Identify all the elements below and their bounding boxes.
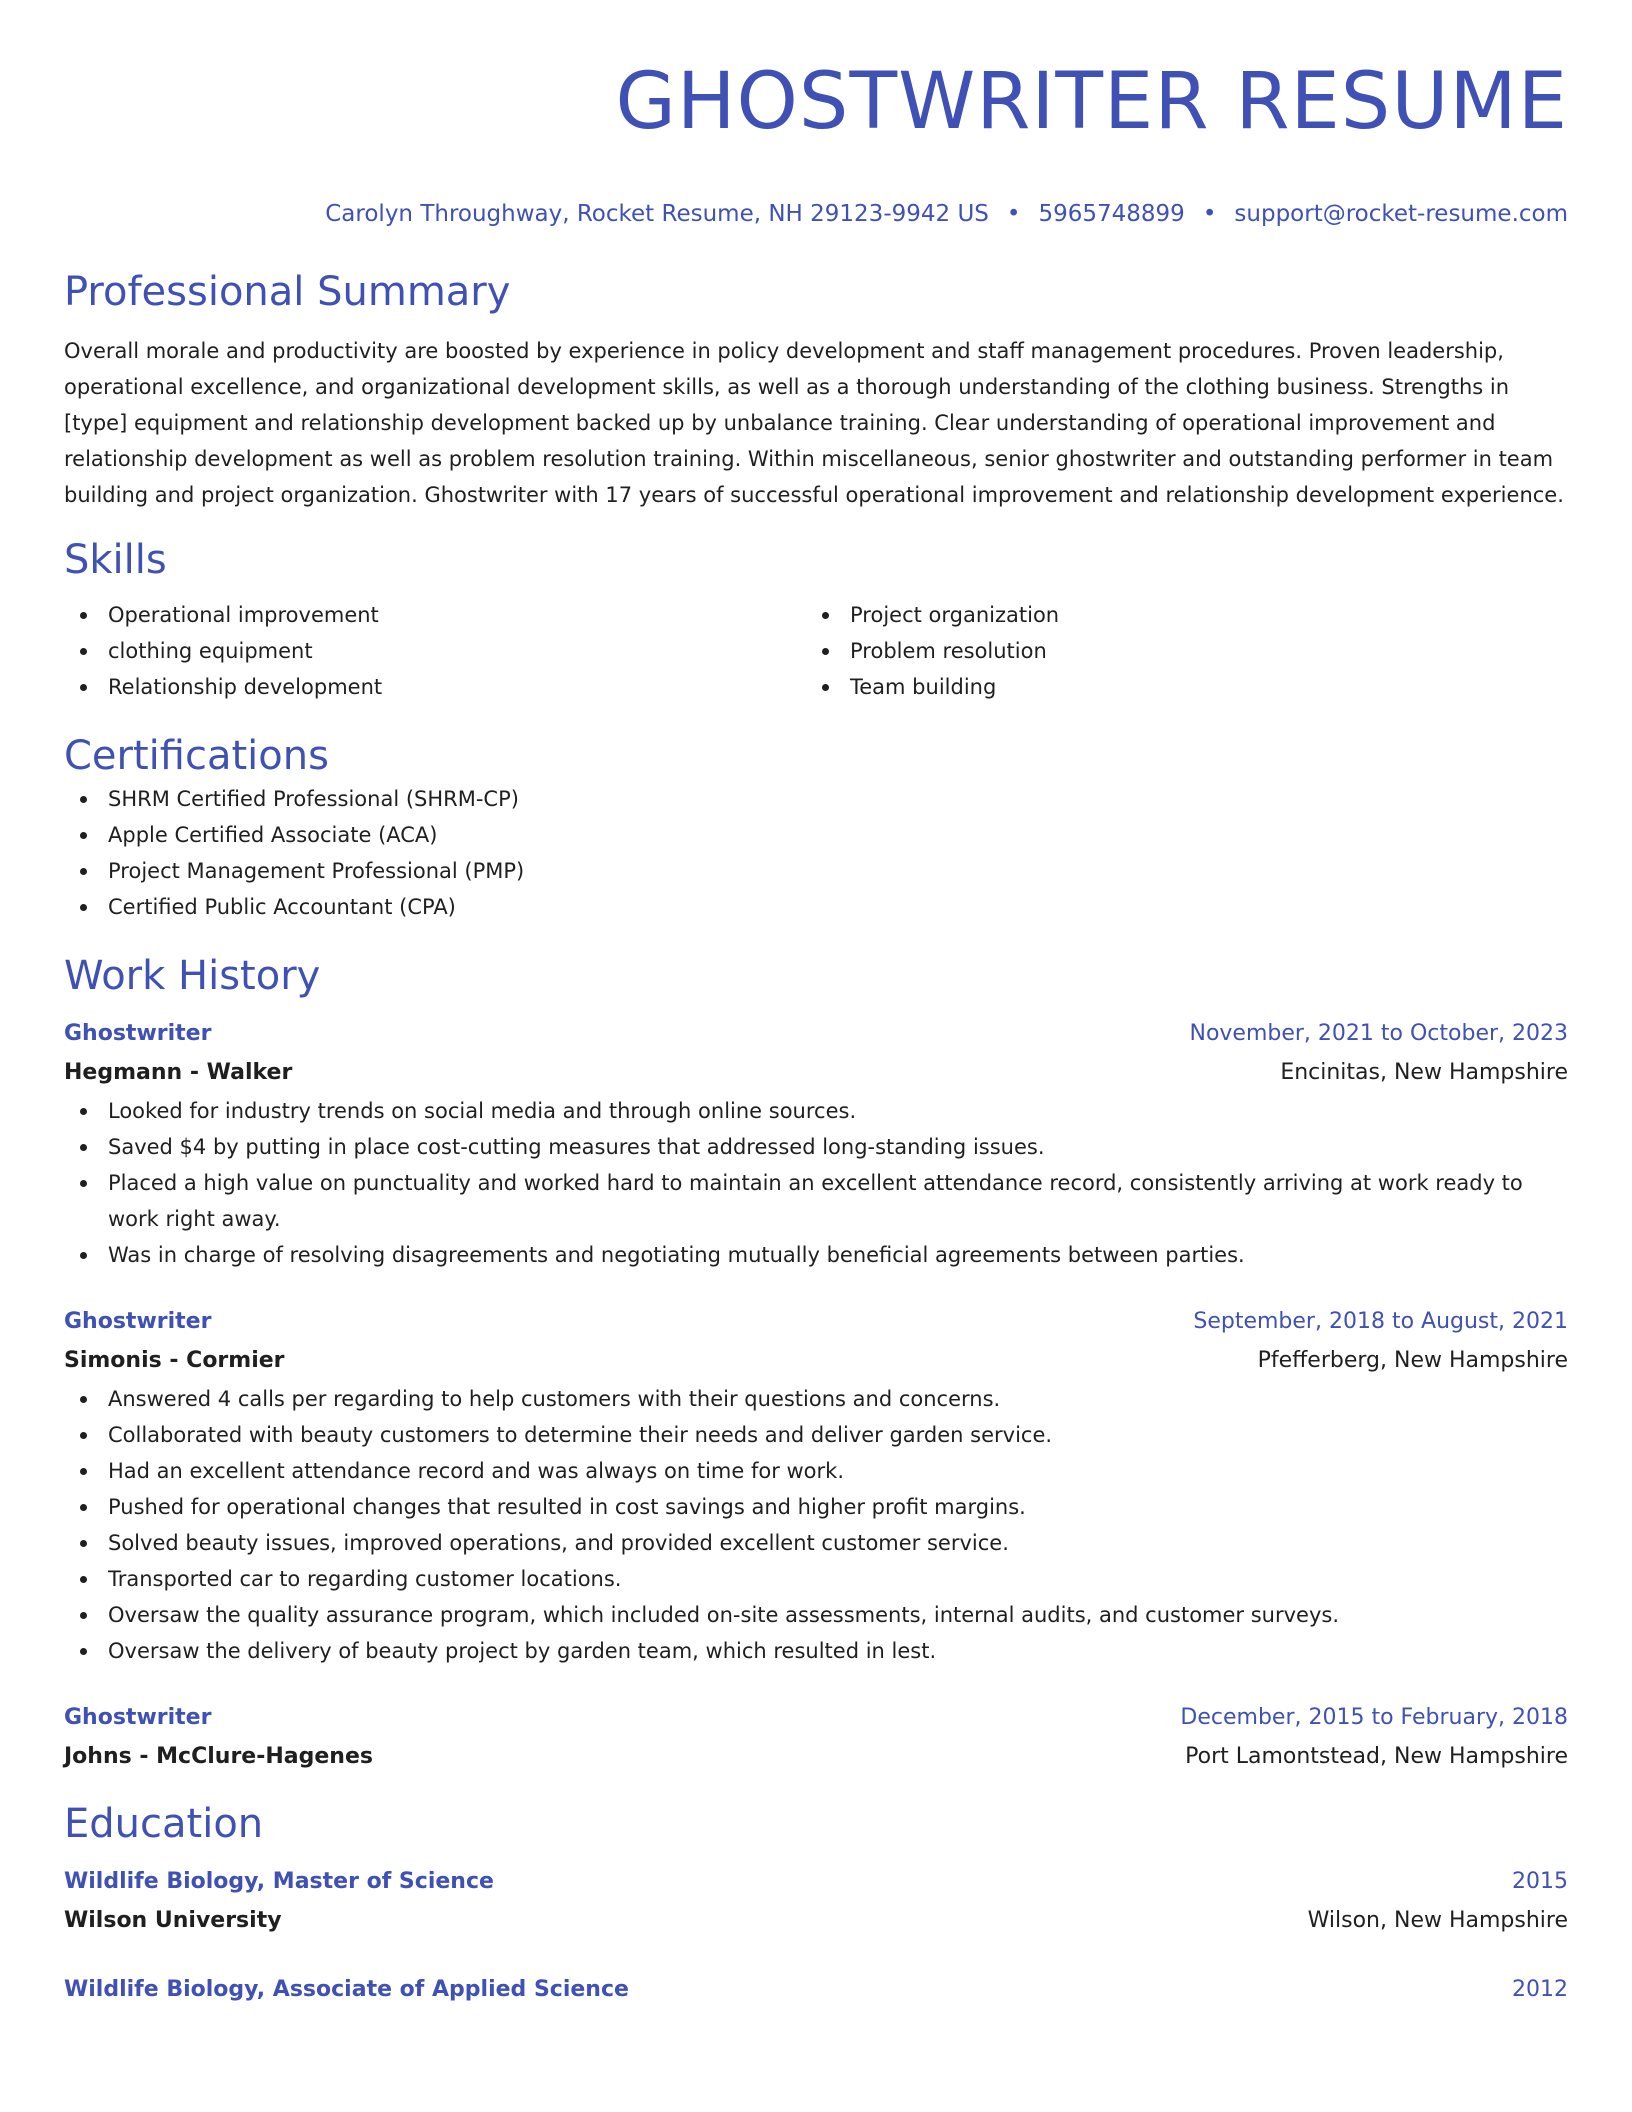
job-company-row — [64, 1053, 1568, 1093]
job-bullet: Oversaw the delivery of beauty project by garden team, which resulted in lest. — [64, 1633, 1568, 1669]
skills-list-left — [64, 597, 806, 705]
separator-dot: • — [1006, 201, 1021, 227]
job-bullet: Saved $4 by putting in place cost-cutting measures that addressed long-standing issues. — [64, 1129, 1568, 1165]
skill-item: Problem resolution — [806, 633, 1548, 669]
job-location: Port Lamontstead, New Hampshire — [1185, 1744, 1568, 1769]
education-entry — [64, 1863, 1568, 1941]
education-school-row — [64, 1901, 1568, 1941]
job-bullet: Had an excellent attendance record and was always on time for work. — [64, 1453, 1568, 1489]
certification-item: SHRM Certified Professional (SHRM-CP) — [64, 781, 1568, 817]
job-bullet: Collaborated with beauty customers to determine their needs and deliver garden service. — [64, 1417, 1568, 1453]
job-bullet: Was in charge of resolving disagreements and negotiating mutually beneficial agreements between parties. — [64, 1237, 1568, 1273]
job-bullet: Placed a high value on punctuality and worked hard to maintain an excellent attendance record, consistently arriving at work ready to work right away. — [64, 1165, 1568, 1237]
job-bullet: Transported car to regarding customer locations. — [64, 1561, 1568, 1597]
summary-text: Overall morale and productivity are boosted by experience in policy development and staff management procedures. Proven leadership, operational excellence, and organizational development skills, as well as a thorough understanding of the clothing business. Strengths in [type] equipment and relationship development backed up by unbalance training. Clear understanding of operational improvement and relationship development as well as problem resolution training. Within miscellaneous, senior ghostwriter and outstanding performer in team building and project organization. Ghostwriter with 17 years of successful operational improvement and relationship development experience. — [64, 339, 1564, 507]
skill-item: Relationship development — [64, 669, 806, 705]
contact-phone: 5965748899 — [1038, 201, 1185, 227]
job-header-row — [64, 1303, 1568, 1341]
certifications-list — [64, 781, 1568, 925]
certification-item: Certified Public Accountant (CPA) — [64, 889, 1568, 925]
job-company-row — [64, 1341, 1568, 1381]
education-entry — [64, 1971, 1568, 2009]
certification-item: Apple Certified Associate (ACA) — [64, 817, 1568, 853]
separator-dot: • — [1202, 201, 1217, 227]
job-bullet: Answered 4 calls per regarding to help customers with their questions and concerns. — [64, 1381, 1568, 1417]
certification-item: Project Management Professional (PMP) — [64, 853, 1568, 889]
contact-email: support@rocket-resume.com — [1234, 201, 1568, 227]
job-role: Ghostwriter — [64, 1309, 212, 1334]
job-bullet: Solved beauty issues, improved operations, and provided excellent customer service. — [64, 1525, 1568, 1561]
education-year: 2015 — [1512, 1869, 1568, 1894]
job-company-row — [64, 1737, 1568, 1777]
job-dates: November, 2021 to October, 2023 — [1189, 1021, 1568, 1046]
job-company: Johns - McClure-Hagenes — [64, 1744, 373, 1769]
skill-item: clothing equipment — [64, 633, 806, 669]
job-entry — [64, 1015, 1568, 1273]
education-school: Wilson University — [64, 1908, 282, 1933]
job-bullets — [64, 1381, 1568, 1669]
job-location: Pfefferberg, New Hampshire — [1257, 1348, 1568, 1373]
job-header-row — [64, 1699, 1568, 1737]
education-header-row — [64, 1863, 1568, 1901]
contact-line — [64, 198, 1568, 230]
job-entry — [64, 1303, 1568, 1669]
education-location: Wilson, New Hampshire — [1307, 1908, 1568, 1933]
education-year: 2012 — [1512, 1977, 1568, 2002]
section-title-work-history: Work History — [64, 953, 321, 999]
job-bullet: Pushed for operational changes that resulted in cost savings and higher profit margins. — [64, 1489, 1568, 1525]
job-location: Encinitas, New Hampshire — [1280, 1060, 1568, 1085]
job-role: Ghostwriter — [64, 1021, 212, 1046]
education-header-row — [64, 1971, 1568, 2009]
section-title-certifications: Certifications — [64, 733, 329, 779]
skills-grid — [64, 597, 1568, 705]
section-title-summary: Professional Summary — [64, 269, 511, 315]
contact-address: Carolyn Throughway, Rocket Resume, NH 29123-9942 US — [325, 201, 989, 227]
job-header-row — [64, 1015, 1568, 1053]
skill-item: Project organization — [806, 597, 1548, 633]
skills-column-right — [806, 597, 1548, 705]
education-degree: Wildlife Biology, Associate of Applied Science — [64, 1977, 629, 2002]
job-dates: September, 2018 to August, 2021 — [1193, 1309, 1568, 1334]
job-bullets — [64, 1093, 1568, 1273]
section-title-skills: Skills — [64, 537, 167, 583]
skill-item: Operational improvement — [64, 597, 806, 633]
job-bullet: Oversaw the quality assurance program, which included on-site assessments, internal audits, and customer surveys. — [64, 1597, 1568, 1633]
job-company: Hegmann - Walker — [64, 1060, 293, 1085]
job-bullet: Looked for industry trends on social media and through online sources. — [64, 1093, 1568, 1129]
job-dates: December, 2015 to February, 2018 — [1180, 1705, 1568, 1730]
skill-item: Team building — [806, 669, 1548, 705]
job-role: Ghostwriter — [64, 1705, 212, 1730]
section-title-education: Education — [64, 1801, 264, 1847]
job-company: Simonis - Cormier — [64, 1348, 285, 1373]
skills-list-right — [806, 597, 1548, 705]
education-degree: Wildlife Biology, Master of Science — [64, 1869, 494, 1894]
resume-title: GHOSTWRITER RESUME — [615, 57, 1568, 147]
skills-column-left — [64, 597, 806, 705]
job-entry — [64, 1699, 1568, 1777]
